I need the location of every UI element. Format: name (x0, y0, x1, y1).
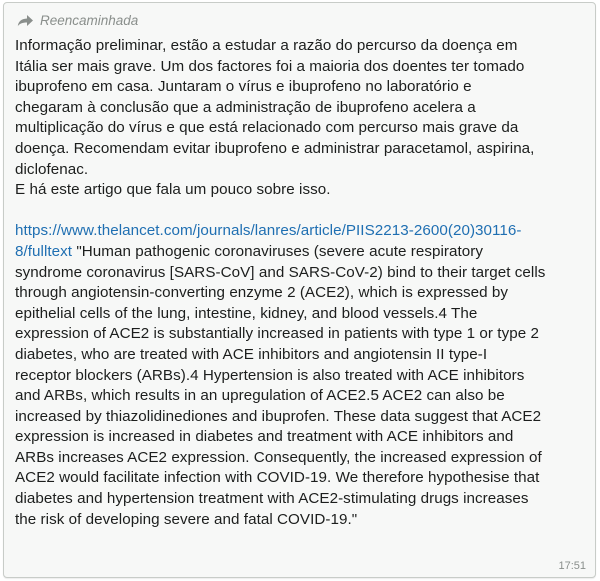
message-paragraph-portuguese: Informação preliminar, estão a estudar a razão do percurso da doença em Itália ser mais grave. Um dos factores foi a maioria dos doentes ter tomado ibuprofeno em casa. Juntaram o vírus e ibuprofeno no laboratório e chegaram à conclusão que a administração de ibuprofeno acelera a multiplicação do vírus e que está relacionado com percurso mais grave da doença. Recomendam evitar ibuprofeno e administrar paracetamol, aspirina, diclofenac. (15, 37, 535, 178)
message-timestamp: 17:51 (558, 560, 586, 572)
forwarded-label: Reencaminhada (40, 12, 139, 28)
message-bubble[interactable] (3, 2, 596, 578)
article-quote: "Human pathogenic coronaviruses (severe acute respiratory syndrome coronavirus [SARS-CoV] and SARS-CoV-2) bind to their target cells through angiotensin-converting enzyme 2 (ACE2), which is expressed by epithelial cells of the lung, intestine, kidney, and blood vessels.4 The expression of ACE2 is substantially increased in patients with type 1 or type 2 diabetes, who are treated with ACE inhibitors and angiotensin II type-I receptor blockers (ARBs).4 Hypertension is also treated with ACE inhibitors and ARBs, which results in an upregulation of ACE2.5 ACE2 can also be increased by thiazolidinediones and ibuprofen. These data suggest that ACE2 expression is increased in diabetes and treatment with ACE inhibitors and ARBs increases ACE2 expression. Consequently, the increased expression of ACE2 would facilitate infection with COVID-19. We therefore hypothesise that diabetes and hypertension treatment with ACE2-stimulating drugs increases the risk of developing severe and fatal COVID-19." (15, 242, 546, 528)
blank-line (15, 201, 593, 222)
message-body (15, 36, 593, 530)
message-link-and-quote (15, 221, 593, 530)
article-link[interactable]: https://www.thelancet.com/journals/lanres/article/PIIS2213-2600(20)30116- 8/fulltext (15, 222, 522, 260)
forwarded-indicator (17, 11, 138, 29)
forward-arrow-icon (17, 14, 34, 27)
message-article-line: E há este artigo que fala um pouco sobre isso. (15, 181, 331, 199)
